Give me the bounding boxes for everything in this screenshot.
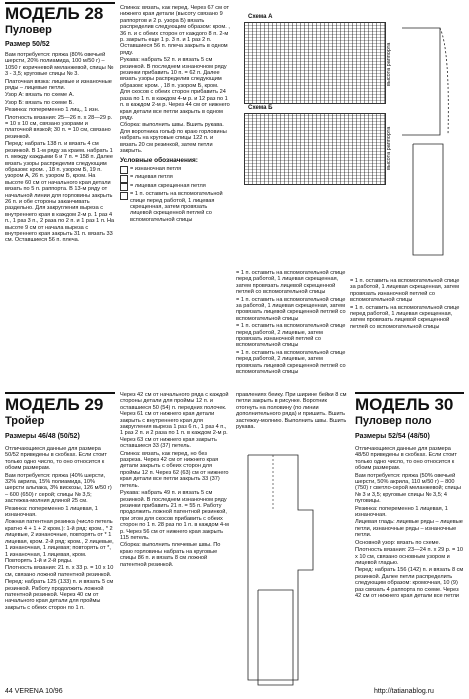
scheme-b-label: Схема Б xyxy=(248,105,273,111)
scheme-a-chart xyxy=(244,22,386,104)
paragraph: Спинка: вязать, как перед. Через 67 см от нижнего края детали (высоту связано 9 раппортов и 2 р. узора Б) вязать распределив следующим образом: кром. , 36 п. и с обеих сторон от каждого 8 п. 2-м р. закрыть еще 1 р. 3 п. и 1 раз 2 п. Оставшиеся 56 п. плеча закрыть в одном ряду. xyxy=(120,5,230,56)
model28-text-col3 xyxy=(236,270,346,377)
paragraph: Лицевая гладь: лицевые ряды – лицевые петли, изнаночные ряды – изнаночные петли. xyxy=(355,519,463,539)
paragraph: Перед: набрать 156 (142) п. и вязать 8 см резинкой. Далее петли распределить следующим образом: кромочная, 10 (9) раз связать 4 раппорта по схеме. Через 42 см от нижнего края детали все петли xyxy=(355,567,464,599)
header-rule xyxy=(5,392,115,394)
header-rule xyxy=(355,392,464,394)
legend-item: = изнаночная петля xyxy=(120,166,230,175)
twisted-knit-symbol-icon xyxy=(120,183,128,191)
model30-text-col1 xyxy=(355,446,465,600)
paragraph: Узор Б: вязать по схеме Б. xyxy=(5,99,74,106)
paragraph: = 1 п. оставить на вспомогательной спице перед работой, 2 лицевые, затем провязать лицевой скрещенной петлей со вспомогательной спицы xyxy=(236,349,346,376)
model28-text-col1 xyxy=(5,52,115,245)
scheme-b-chart xyxy=(244,113,386,185)
paragraph: Плотность вязания: 21 п. х 33 р. = 10 х 10 см, связано ложной патентной резинкой. xyxy=(5,565,114,578)
paragraph: Вам потребуется: пряжа (40% шерсти, 32% акрила, 15% полиамида, 10% шерсти альпака, 3% вискозы, 126 м/50 г) – 600 (650) г серой; спицы № 3,5; застежка-молния длиной 25 см. xyxy=(5,472,112,505)
model29-title: МОДЕЛЬ 29 xyxy=(5,395,104,414)
paragraph: Узор А: вязать по схеме А. xyxy=(5,92,75,99)
scheme-a-label: Схема А xyxy=(248,14,273,20)
paragraph: = 1 п. оставить на вспомогательной спице перед работой, 1 лицевая скрещенная, затем провязать лицевой скрещенной петлей со вспомогательной спицы xyxy=(350,304,460,330)
knit-symbol-icon xyxy=(120,175,128,183)
paragraph: Сборка: выполнить плечевые швы. По краю горловины набрать на круговые спицы 86 п. и вязать 8 см ложной патентной резинкой. xyxy=(120,542,221,568)
paragraph: Перед: набрать 138 п. и вязать 4 см резинкой. В 1-м ряду за краем. набрать 1 п. между каждыми 6 и 7 п. = 158 п. Далее вязать узоры распределив следующим образом: кром. , 18 п. узором Б, 19 п. узором А, 26 п. узором Б, кром. На высоте 60 см от начального края детали вязать по 5 п. раппорта. В 13-м ряду от начальной линии для горловины закрыть 26 п. и обе стороны заканчивать раздельно. Для закругления выреза с внутреннего края в каждом 2-м р. 1 раз 4 п., 1 раз 3 п., 2 раза по 2 п. и 1 раз 1 п. На высоте 9 см от начала выреза с внутреннего края закрыть 31 п. вязать 33 см. Оставшиеся 56 п. плеча. xyxy=(5,141,115,244)
model28-subtitle: Пуловер xyxy=(5,24,52,36)
model29-size: Размеры 46/48 (50/52) xyxy=(5,433,80,440)
legend-title: Условные обозначения: xyxy=(120,157,198,165)
model29-text-col2 xyxy=(120,392,230,569)
model29-subtitle: Тройер xyxy=(5,415,45,427)
paragraph: = 1 п. оставить на вспомогательной спице перед работой, 1 лицевая скрещенная, затем провязать лицевой скрещенной петлей со вспомогательной спицы xyxy=(236,270,346,296)
paragraph: Рукава: набрать 49 п. и вязать 5 см резинкой. В последнем изнаночном ряду резинки прибавить 21 п. = 55 п. Работу продолжить ложной патентной резинкой, при этом для скосов прибавить с обеих сторон по 1 п. 28 раз по 1 п. в каждом 4-м р. Через 56 см от нижнего края закрыть 115 петель. xyxy=(120,490,229,541)
legend-item: = 1 п. оставить на вспомогательной спице перед работой, 1 лицевая скрещенная, затем провязать лицевой скрещенной петлей со вспомогательной спицы xyxy=(120,191,230,223)
paragraph: Основной узор: вязать по схеме. xyxy=(355,539,441,546)
paragraph: Плотность вязания: 25—26 п. х 28—29 р. = 10 х 10 см, связано узорами и платочной вязкой; 30 п. = 10 см, связано резинкой. xyxy=(5,114,113,140)
paragraph: Резинка: попеременно 1 лиц., 1 изн. xyxy=(5,107,100,114)
model28-title: МОДЕЛЬ 28 xyxy=(5,4,104,23)
paragraph: Отличающиеся данные для размера 48/50 приведены в скобках. Если стоит только одно число, то оно относится к обоим размерам. xyxy=(355,446,457,472)
cross-symbol-icon xyxy=(120,192,128,200)
paragraph: Резинка: попеременно 1 лицевая, 1 изнаночная. xyxy=(5,505,98,519)
legend-item: = лицевая петля xyxy=(120,174,230,183)
model30-subtitle: Пуловер поло xyxy=(355,415,432,427)
pattern-diagram-sleeve xyxy=(405,140,455,260)
paragraph: Платочная вязка: лицевые и изнаночные ряды – лицевые петли. xyxy=(5,78,112,92)
paragraph: Перед: набрать 125 (133) п. и вязать 5 см резинкой. Работу продолжить ложной патентной резинкой. Через 40 см от начального края детали для проймы закрыть с обеих сторон по 1 п. xyxy=(5,579,114,611)
paragraph: = 1 п. оставить на вспомогательной спице перед работой, 2 лицевые, затем провязать изнаночной петлей со вспомогательной спицы xyxy=(236,323,346,349)
paragraph: Сборка: выполнить швы. Вшить рукава. Для воротника гольф по краю горловины набрать на круговые спицы 122 п. и вязать 20 см резинкой, затем петли закрыть. xyxy=(120,122,227,154)
paragraph: Резинка: попеременно 1 лицевая, 1 изнаночная. xyxy=(355,505,448,519)
model28-size: Размер 50/52 xyxy=(5,41,50,48)
paragraph: Вам потребуется: пряжа (50% овечьей шерсти, 50% акрила, 110 м/50 г) – 800 (750) г светло-серой меланжевой; спицы № 3 и 3,5; круговые спицы № 3,5; 4 пуговицы. xyxy=(355,472,461,505)
paragraph: правлениях беику. При ширине бейки 8 см петли закрыть в рисунке. Воротник отогнуть на половину (по линии дополнительного ряда) и пришить. Вшить застежку-молнию. Выполнить швы. Вшить рукава. xyxy=(236,392,347,431)
model30-size: Размеры 52/54 (48/50) xyxy=(355,433,430,440)
pattern-diagram-back xyxy=(400,20,462,140)
model29-text-col1 xyxy=(5,446,115,612)
paragraph: Спинка: вязать, как перед, но без разреза. Через 42 см от нижнего края детали закрыть с обеих сторон для проймы 12 п. Через 62 (63) см от нижнего края детали все петли закрыть 33 (37) петель. xyxy=(120,450,229,489)
watermark-url[interactable]: http://tatianablog.ru xyxy=(374,688,434,695)
rapport-height-label: высота раппорта xyxy=(386,126,392,170)
page-footer: 44 VERENA 10/96 xyxy=(5,688,63,695)
paragraph: Через 42 см от начального ряда с каждой стороны детали для проймы 12 п. и оставшиеся 50 (54) п. передних полочек. Через 61 см от нижнего края детали закрыть с внутреннего края для закругления выреза 1 раз 6 п., 1 раз 4 п., 1 раз 2 п. и 2 раза по 1 п. в каждом 2-м р. Через 63 см от нижнего края закрыть оставшиеся 33 (37) петель. xyxy=(120,392,229,450)
pattern-diagram-model29 xyxy=(238,450,348,690)
paragraph: Отличающиеся данные для размера 50/52 приведены в скобках. Если стоит только одно число, то оно относится к обоим размерам. xyxy=(5,446,107,472)
paragraph: = 1 п. оставить на вспомогательной спице за работой, 1 лицевая скрещенная, затем провязать лицевой скрещенной петлей со вспомогательной спицы xyxy=(236,296,346,322)
paragraph: Ложная патентная резинка (число петель кратно 4 + 1 + 2 кром.): 1-й ряд: кром., * 2 лицевые, 2 изнаночные, повторять от * 1 лицевая, кром. 2-й ряд: кром., 2 лицевые, 1 изнаночная, 1 лицевая; повторять от *, 1 изнаночная, 1 лицевая, кром. Повторять 1-й и 2-й ряды. xyxy=(5,519,114,564)
paragraph: Вам потребуется: пряжа (80% овечьей шерсти, 20% полиамида, 100 м/50 г) – 1050 г коричневой меланжевой, спицы № 3 - 3,5; круговые спицы № 3. xyxy=(5,52,114,78)
model30-title: МОДЕЛЬ 30 xyxy=(355,395,454,414)
model28-text-col2 xyxy=(120,5,230,223)
legend-item: = лицевая скрещенная петля xyxy=(120,183,230,192)
rapport-height-label: высота раппорта xyxy=(386,42,392,86)
purl-symbol-icon xyxy=(120,166,128,174)
model28-text-col4 xyxy=(350,278,464,331)
paragraph: = 1 п. оставить на вспомогательной спице за работой, 1 лицевая скрещенная, затем провязать изнаночной петлей со вспомогательной спицы xyxy=(350,278,460,304)
paragraph: Плотность вязания: 23—24 п. х 29 р. = 10 х 10 см, связано основным узором и лицевой гладью. xyxy=(355,547,464,566)
model29-text-col3 xyxy=(236,392,348,431)
paragraph: Рукава: набрать 52 п. и вязать 5 см резинкой. В последнем изнаночном ряду резинки прибавить 10 п. = 62 п. Далее вязать узоры распределив следующим образом: кром. , 18 п. узором Б, кром. Для скосов с обеих сторон прибавить 24 раза по 1 п. в каждом 4-м р. и 12 раз по 1 п. в каждом 2-м р. Через 44 см от нижнего края детали все петли закрыть в одном ряду. xyxy=(120,57,230,121)
